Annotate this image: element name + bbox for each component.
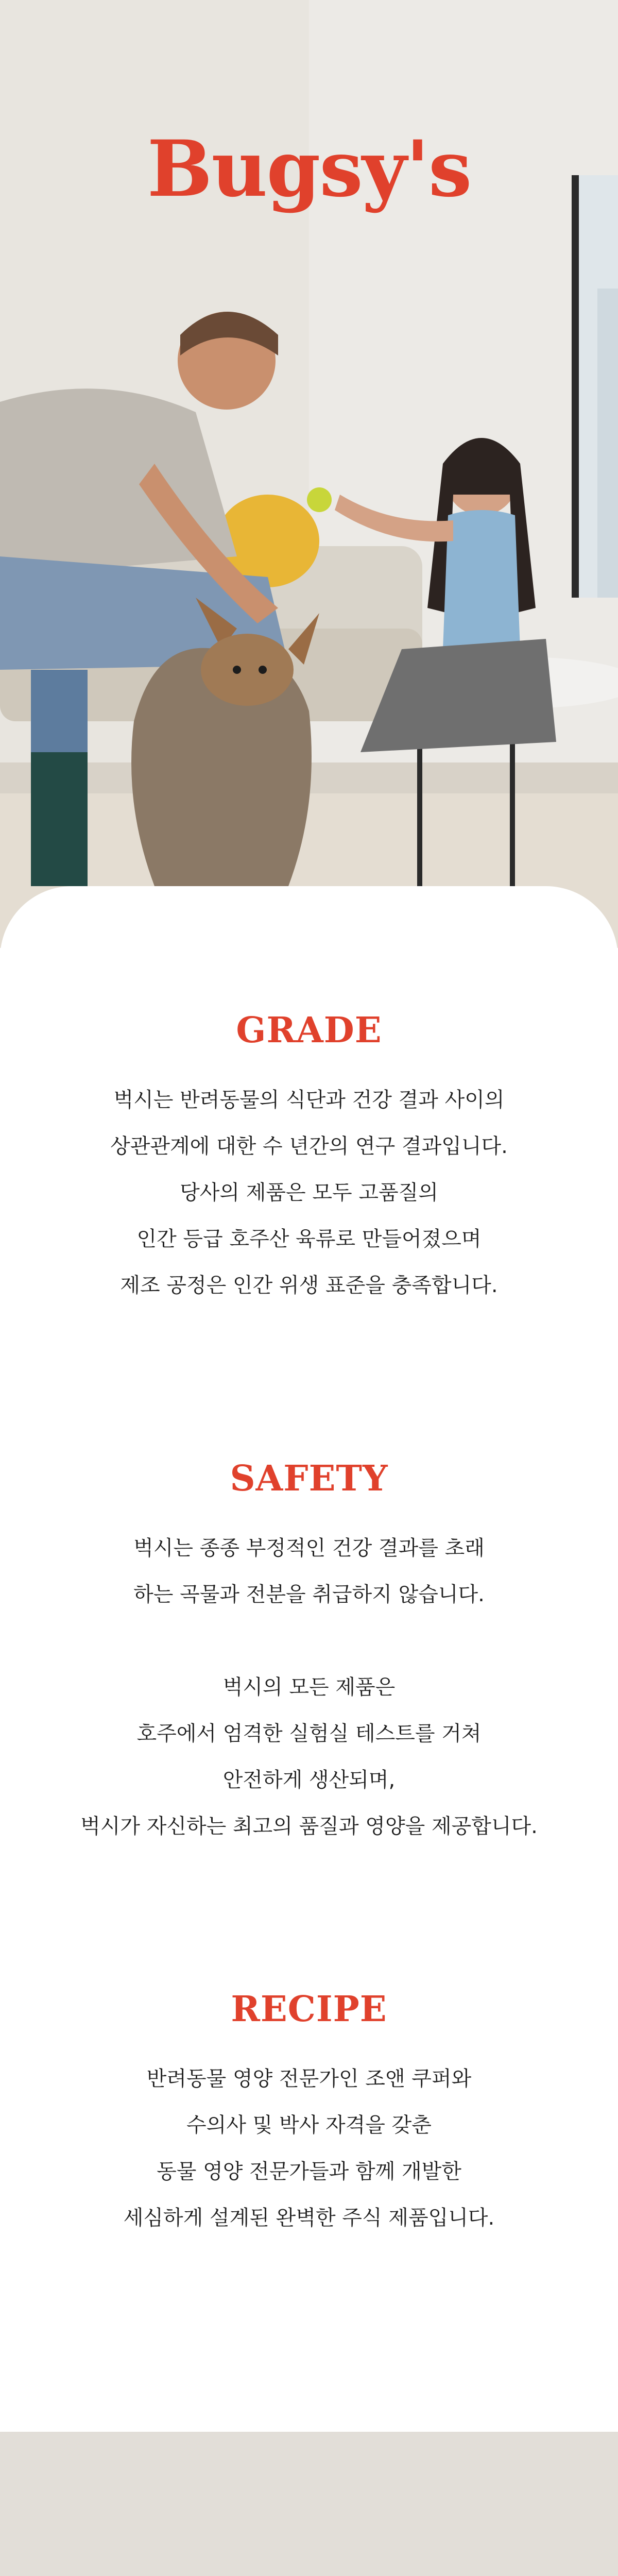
section-recipe [0, 1989, 618, 2241]
section-line: 하는 곡물과 전분을 취급하지 않습니다. [133, 1583, 485, 1606]
brand-logo: Bugsy's [147, 124, 471, 214]
section-line: 호주에서 엄격한 실험실 테스트를 거쳐 [136, 1722, 482, 1745]
section-heading: SAFETY [230, 1458, 388, 1499]
section-line: 안전하게 생산되며, [222, 1768, 396, 1792]
product-illustration [0, 2432, 618, 2576]
hero-photo [0, 0, 618, 948]
section-line: 벅시는 종종 부정적인 건강 결과를 초래 [133, 1536, 485, 1560]
section-spacer [0, 1618, 618, 1664]
section-line: 세심하게 설계된 완벽한 주식 제품입니다. [123, 2206, 495, 2230]
product-photo [0, 2432, 618, 2576]
section-line: 인간 등급 호주산 육류로 만들어졌으며 [136, 1227, 482, 1251]
section-safety [0, 1458, 618, 1850]
section-line: 당사의 제품은 모두 고품질의 [180, 1181, 438, 1205]
section-line: 수의사 및 박사 자격을 갖춘 [186, 2113, 432, 2137]
section-heading: RECIPE [231, 1989, 387, 2030]
section-heading: GRADE [236, 1010, 382, 1051]
section-line: 반려동물 영양 전문가인 조앤 쿠퍼와 [146, 2067, 472, 2091]
section-line: 상관관계에 대한 수 년간의 연구 결과입니다. [110, 1134, 508, 1158]
section-line: 제조 공정은 인간 위생 표준을 충족합니다. [120, 1274, 498, 1297]
section-line: 벅시의 모든 제품은 [222, 1675, 396, 1699]
section-line: 벅시는 반려동물의 식단과 건강 결과 사이의 [113, 1088, 505, 1112]
section-line: 벅시가 자신하는 최고의 품질과 영양을 제공합니다. [80, 1815, 538, 1838]
section-line: 동물 영양 전문가들과 함께 개발한 [157, 2160, 461, 2183]
section-grade [0, 1010, 618, 1309]
